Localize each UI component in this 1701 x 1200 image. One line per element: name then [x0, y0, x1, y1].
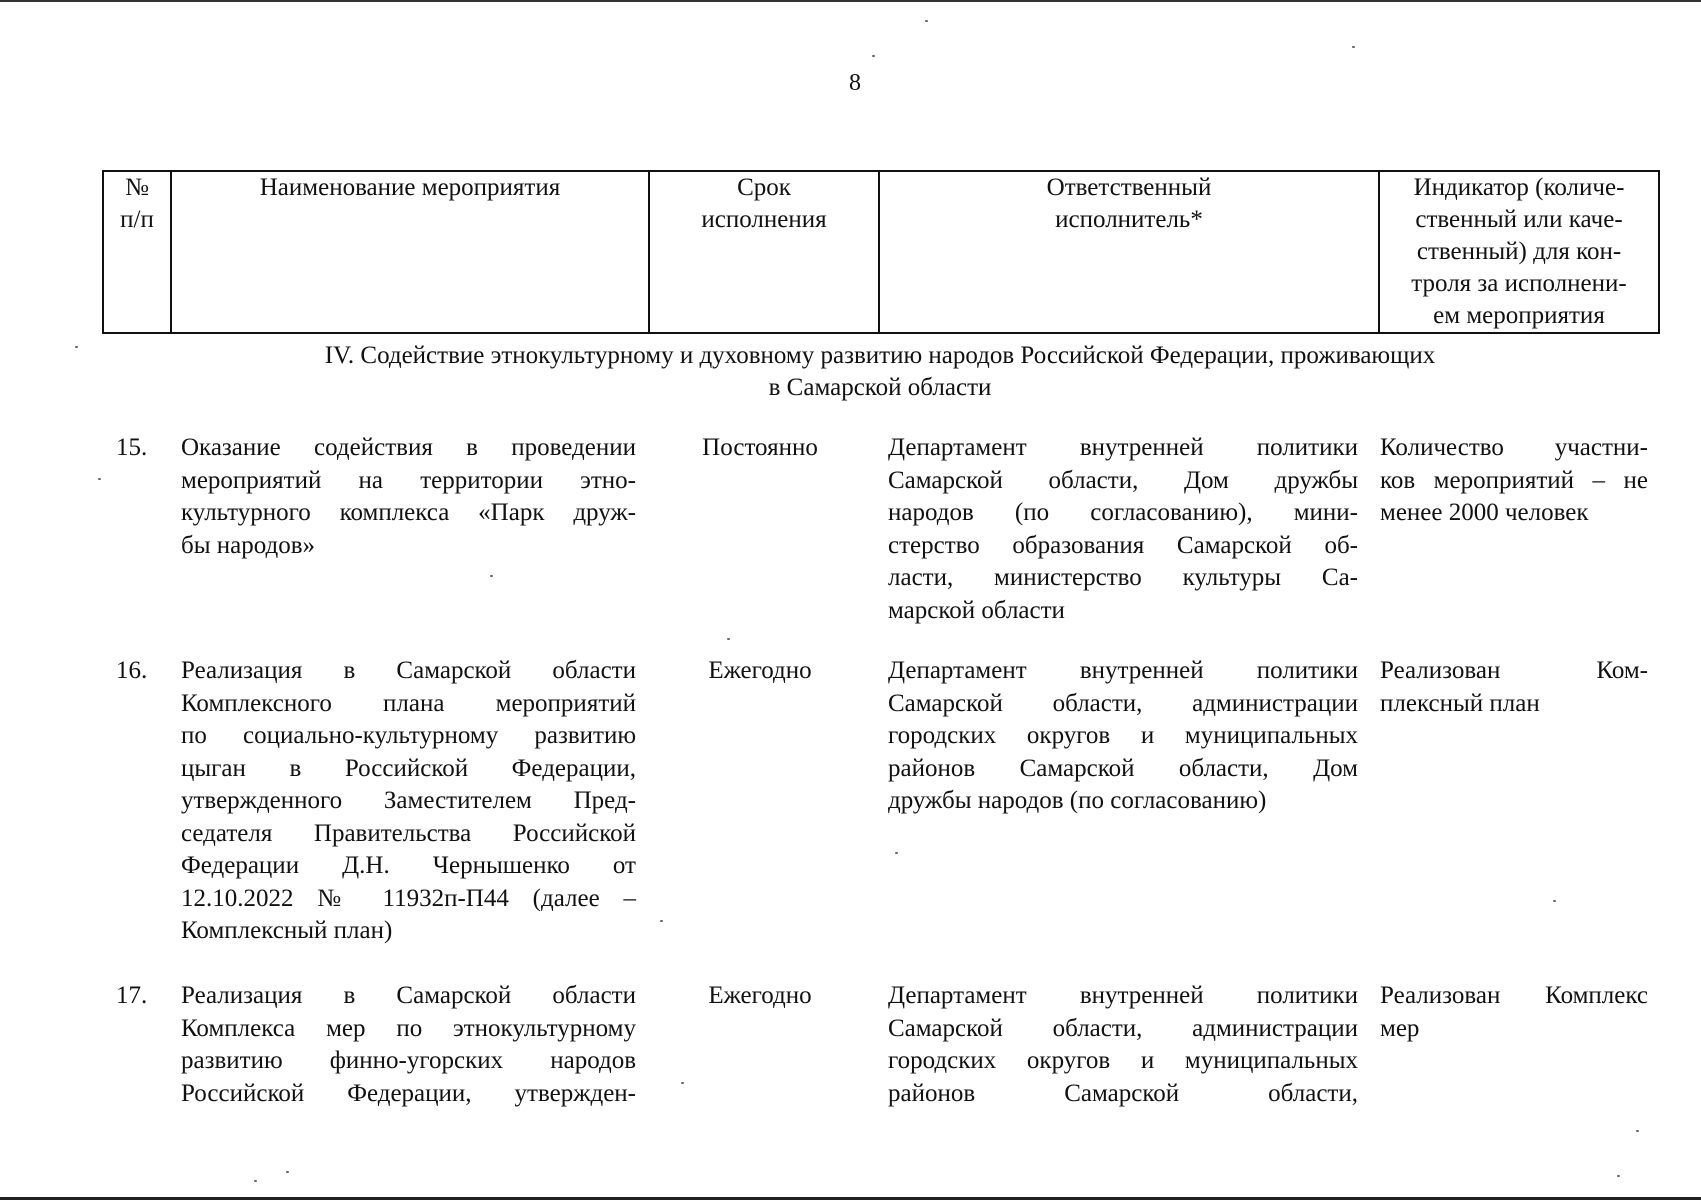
row-executor: Департамент внутренней политики Самарской области, администрации городских округов и муниципальных районов Самарской области, Дом дружбы народов (по согласованию)	[888, 657, 1358, 814]
scan-speck	[895, 852, 898, 854]
scan-speck	[286, 1171, 289, 1173]
scan-speck	[98, 478, 101, 480]
row-number: 17.	[116, 982, 148, 1009]
row-indicator: Реализован Комплекс мер	[1380, 982, 1648, 1042]
header-name: Наименование мероприятия	[171, 171, 649, 333]
scan-speck	[254, 1180, 257, 1182]
row-term: Ежегодно	[708, 657, 812, 684]
scan-speck	[1352, 46, 1355, 48]
row-indicator: Реализован Ком- плексный план	[1380, 657, 1648, 717]
scan-speck	[872, 55, 875, 57]
row-term: Постоянно	[702, 434, 818, 461]
scan-speck	[490, 575, 493, 577]
scan-speck	[75, 346, 78, 348]
header-indicator: Индикатор (количе- ственный или каче- ственный) для кон- троля за исполнени- ем мероприятия	[1379, 171, 1659, 333]
scan-speck	[925, 20, 928, 22]
row-number: 15.	[116, 434, 148, 461]
section-title: IV. Содействие этнокультурному и духовному развитию народов Российской Федерации, проживающих в Самарской области	[324, 342, 1436, 401]
scan-speck	[727, 638, 730, 640]
row-name: Реализация в Самарской области Комплексного плана мероприятий по социально-культурному развитию цыган в Российской Федерации, утвержденного Заместителем Пред- седателя Правительства Российской Федерации Д.Н. Чернышенко от 12.10.2022 № 11932п-П44 (далее – Комплексный план)	[181, 657, 636, 944]
page-number: 8	[849, 70, 861, 96]
scan-speck	[681, 1082, 684, 1084]
scan-speck	[1617, 1175, 1620, 1177]
scan-edge-top	[0, 0, 1701, 2]
header-num: № п/п	[103, 171, 171, 333]
table-header	[102, 170, 1660, 334]
row-name: Реализация в Самарской области Комплекса мер по этнокультурному развитию финно-угорских народов Российской Федерации, утвержден-	[181, 982, 636, 1107]
row-executor: Департамент внутренней политики Самарской области, Дом дружбы народов (по согласованию), мини- стерство образования Самарской об- ласти, министерство культуры Са- марской области	[888, 434, 1358, 624]
scan-speck	[1636, 1130, 1639, 1132]
scan-speck	[1553, 900, 1556, 902]
row-name: Оказание содействия в проведении мероприятий на территории этно- культурного комплекса «Парк друж- бы народов»	[181, 434, 636, 559]
row-number: 16.	[116, 657, 148, 684]
row-indicator: Количество участни- ков мероприятий – не менее 2000 человек	[1380, 434, 1648, 526]
header-executor: Ответственный исполнитель*	[879, 171, 1379, 333]
header-term: Срок исполнения	[649, 171, 879, 333]
row-term: Ежегодно	[708, 982, 812, 1009]
scan-speck	[660, 920, 663, 922]
row-executor: Департамент внутренней политики Самарской области, администрации городских округов и муниципальных районов Самарской области,	[888, 982, 1358, 1107]
